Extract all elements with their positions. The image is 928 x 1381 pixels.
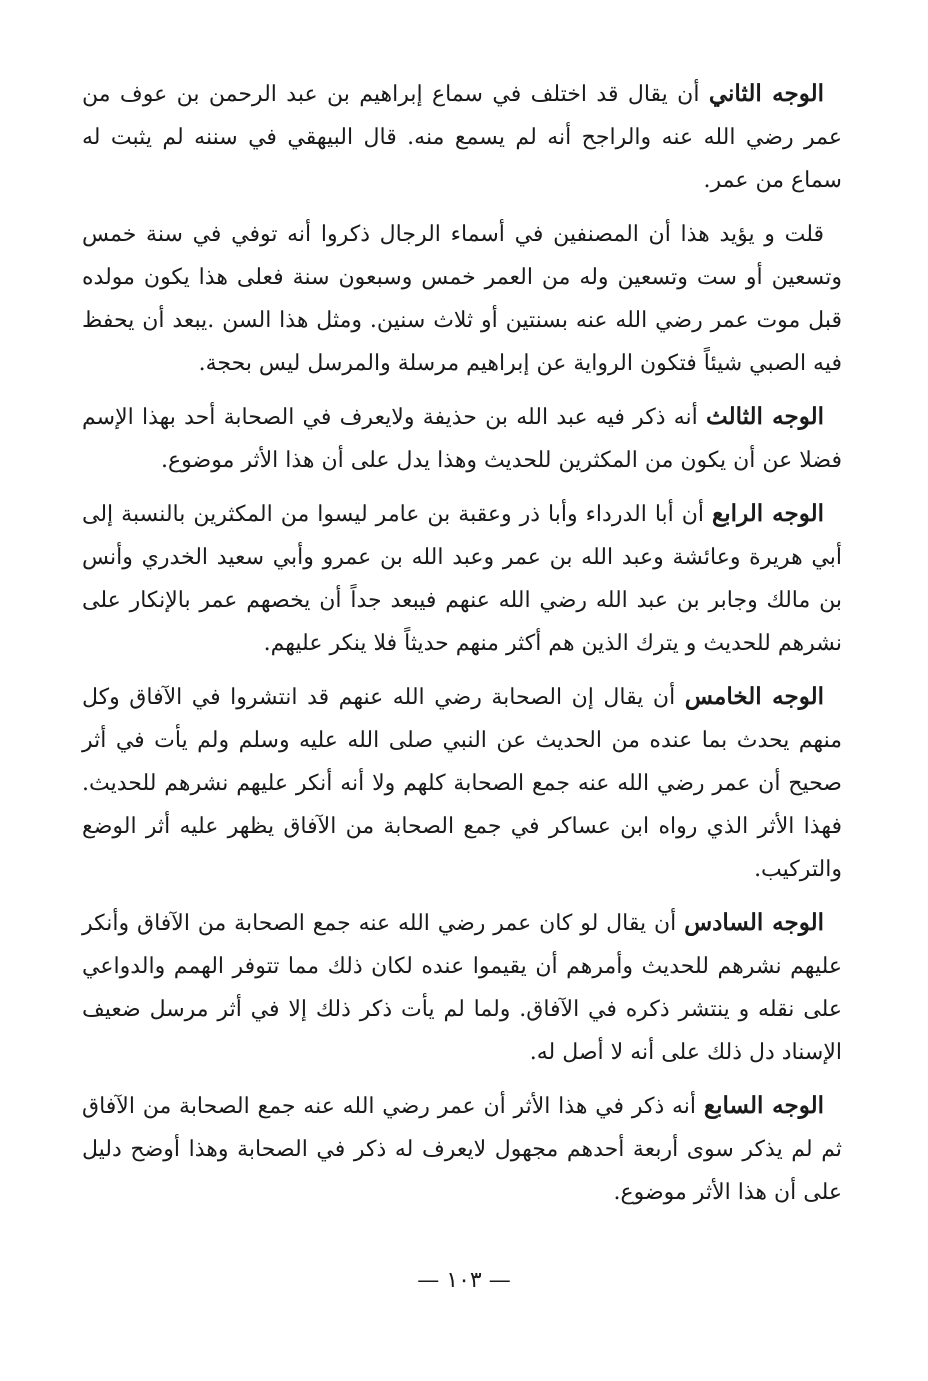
paragraph-heading: الوجه السادس <box>684 909 824 936</box>
paragraph-heading: الوجه الثالث <box>705 403 824 430</box>
paragraph-fourth-aspect <box>82 492 842 665</box>
paragraph-sixth-aspect <box>82 901 842 1074</box>
page-body <box>82 72 842 1224</box>
paragraph-heading: الوجه السابع <box>703 1092 825 1119</box>
paragraph-seventh-aspect <box>82 1084 842 1214</box>
paragraph-heading: الوجه الثاني <box>708 80 824 107</box>
paragraph-text: أن يقال قد اختلف في سماع إبراهيم بن عبد الرحمن بن عوف من عمر رضي الله عنه والراجح أنه لم يسمع منه. قال البيهقي في سننه لم يثبت له سماع من عمر. <box>82 82 842 193</box>
paragraph-comment <box>82 212 842 385</box>
paragraph-third-aspect <box>82 395 842 482</box>
paragraph-text: قلت و يؤيد هذا أن المصنفين في أسماء الرجال ذكروا أنه توفي في سنة خمس وتسعين أو ست وتسعين وله من العمر خمس وسبعون سنة فعلى هذا يكون مولده قبل موت عمر رضي الله عنه بسنتين أو ثلاث سنين. ومثل هذا السن .يبعد أن يحفظ فيه الصبي شيئاً فتكون الرواية عن إبراهيم مرسلة والمرسل ليس بحجة. <box>82 222 842 376</box>
paragraph-text: أن يقال لو كان عمر رضي الله عنه جمع الصحابة من الآفاق وأنكر عليهم نشرهم للحديث وأمرهم أن يقيموا عنده لكان ذلك مما تتوفر الهمم والدواعي على نقله و ينتشر ذكره في الآفاق. ولما لم يأت ذكر ذلك إلا في أثر مرسل ضعيف الإسناد دل ذلك على أنه لا أصل له. <box>82 911 842 1065</box>
paragraph-heading: الوجه الخامس <box>684 683 824 710</box>
paragraph-text: أن يقال إن الصحابة رضي الله عنهم قد انتشروا في الآفاق وكل منهم يحدث بما عنده من الحديث عن النبي صلى الله عليه وسلم ولم يأت في أثر صحيح أن عمر رضي الله عنه جمع الصحابة كلهم ولا أنه أنكر عليهم نشرهم للحديث. فهذا الأثر الذي رواه ابن عساكر في جمع الصحابة من الآفاق يظهر عليه أثر الوضع والتركيب. <box>82 685 842 882</box>
paragraph-text: أن أبا الدرداء وأبا ذر وعقبة بن عامر ليسوا من المكثرين بالنسبة إلى أبي هريرة وعائشة وعبد الله بن عمر وعبد الله بن عمرو وأبي سعيد الخدري وأنس بن مالك وجابر بن عبد الله رضي الله عنهم فيبعد جداً أن يخصهم عمر بالإنكار على نشرهم للحديث و يترك الذين هم أكثر منهم حديثاً فلا ينكر عليهم. <box>82 502 842 656</box>
paragraph-heading: الوجه الرابع <box>712 500 824 527</box>
paragraph-text: أنه ذكر في هذا الأثر أن عمر رضي الله عنه جمع الصحابة من الآفاق ثم لم يذكر سوى أربعة أحدهم مجهول لايعرف له ذكر في الصحابة وهذا أوضح دليل على أن هذا الأثر موضوع. <box>82 1094 842 1205</box>
paragraph-second-aspect <box>82 72 842 202</box>
paragraph-fifth-aspect <box>82 675 842 891</box>
page-number: — ١٠٣ — <box>417 1268 511 1293</box>
paragraph-text: أنه ذكر فيه عبد الله بن حذيفة ولايعرف في الصحابة أحد بهذا الإسم فضلا عن أن يكون من المكثرين للحديث وهذا يدل على أن هذا الأثر موضوع. <box>82 405 842 473</box>
